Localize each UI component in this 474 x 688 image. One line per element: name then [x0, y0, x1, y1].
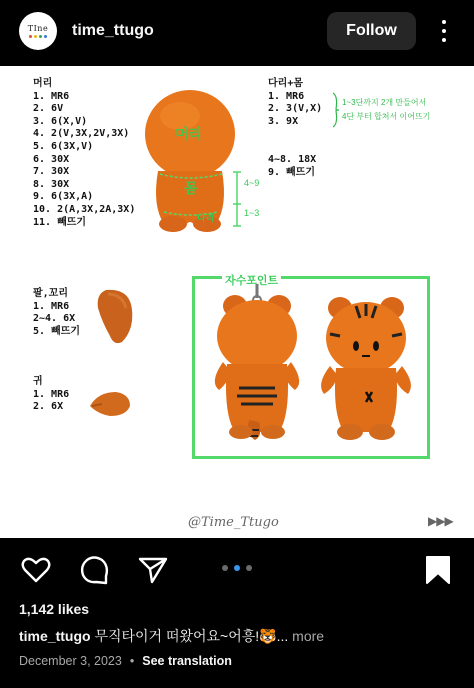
leg-step: 3. 9X — [268, 115, 299, 127]
arm-title: 팔,꼬리 — [33, 288, 69, 299]
heart-icon[interactable] — [20, 554, 52, 586]
head-step: 2. 6V — [33, 103, 64, 115]
bookmark-icon[interactable] — [422, 554, 454, 586]
next-arrows: ▶▶▶ — [428, 514, 453, 528]
label-leg: 다리 — [197, 213, 215, 223]
range-bracket — [232, 170, 242, 228]
meta-separator: • — [129, 654, 135, 668]
more-options-icon[interactable] — [436, 20, 452, 42]
label-head: 머리 — [175, 126, 203, 142]
ear-step: 1. MR6 — [33, 388, 70, 400]
arm-pattern — [33, 288, 80, 338]
frame-title: 자수포인트 — [222, 272, 281, 288]
leg-step: 2. 3(V,X) — [268, 103, 323, 115]
label-body: 몸 — [184, 180, 198, 196]
arm-step: 2~4. 6X — [33, 313, 76, 325]
head-step: 9. 6(3X,A) — [33, 191, 94, 203]
carousel-dot-active — [234, 565, 240, 571]
tiger-front-photo — [316, 294, 416, 442]
head-step: 5. 6(3X,V) — [33, 140, 94, 152]
leg-title: 다리+몸 — [268, 78, 304, 89]
body-step: 4~8. 18X — [268, 154, 317, 165]
range-label-1: 4~9 — [244, 178, 260, 188]
head-step: 1. MR6 — [33, 90, 70, 102]
post-date: December 3, 2023 — [19, 654, 122, 668]
leg-step: 1. MR6 — [268, 90, 305, 102]
tiger-back-photo — [205, 284, 303, 442]
caption — [19, 626, 324, 646]
carousel-indicator — [222, 565, 252, 571]
ear-pattern — [33, 376, 69, 414]
avatar-dots — [29, 35, 47, 38]
head-step: 11. 빼뜨기 — [33, 216, 87, 228]
range-label-2: 1~3 — [244, 208, 260, 218]
caption-username[interactable]: time_ttugo — [19, 628, 91, 644]
leg-note-2: 4단 부터 합쳐서 이어뜨기 — [342, 112, 431, 121]
carousel-dot — [222, 565, 228, 571]
comment-icon[interactable] — [79, 554, 111, 586]
head-step: 7. 30X — [33, 166, 70, 178]
amigurumi-ear-photo — [88, 388, 134, 418]
arm-step: 5. 빼뜨기 — [33, 325, 81, 337]
watermark: @Time_Ttugo — [188, 515, 279, 530]
head-pattern — [33, 78, 135, 229]
post-image[interactable] — [0, 66, 474, 538]
head-title: 머리 — [33, 78, 53, 89]
caption-text: 무직타이거 떠왔어요~어흥!🐯... — [94, 628, 289, 644]
arm-step: 1. MR6 — [33, 300, 70, 312]
head-step: 10. 2(A,3X,2A,3X) — [33, 203, 136, 215]
carousel-dot — [246, 565, 252, 571]
post-header — [0, 0, 474, 62]
follow-button[interactable]: Follow — [327, 12, 416, 50]
head-step: 6. 30X — [33, 153, 70, 165]
leg-note-brace — [332, 92, 340, 128]
avatar[interactable] — [19, 12, 57, 50]
ear-title: 귀 — [33, 376, 43, 387]
body-pattern — [268, 154, 316, 179]
ear-step: 2. 6X — [33, 401, 64, 413]
amigurumi-arm-photo — [92, 286, 138, 346]
see-translation-link[interactable]: See translation — [142, 654, 232, 668]
leg-pattern — [268, 78, 322, 128]
head-step: 8. 30X — [33, 178, 70, 190]
avatar-logo: TIne — [27, 23, 49, 33]
head-step: 4. 2(V,3X,2V,3X) — [33, 128, 130, 140]
caption-more-link[interactable]: more — [292, 628, 325, 644]
username[interactable]: time_ttugo — [72, 22, 154, 39]
post-meta — [19, 654, 232, 668]
body-step: 9. 빼뜨기 — [268, 166, 316, 178]
head-step: 3. 6(X,V) — [33, 115, 88, 127]
amigurumi-body-photo — [140, 86, 240, 234]
send-icon[interactable] — [137, 554, 169, 586]
leg-note-1: 1~3단까지 2개 만들어서 — [342, 98, 427, 107]
likes-count[interactable]: 1,142 likes — [19, 601, 90, 617]
